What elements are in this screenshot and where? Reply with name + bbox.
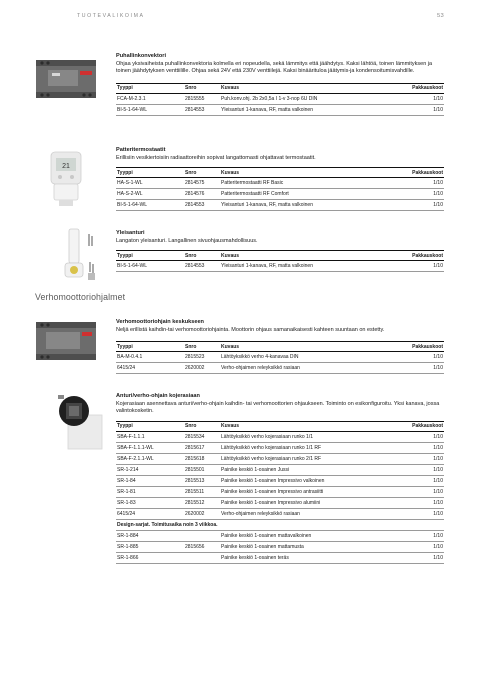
table-row [116,508,444,519]
cell-description: Painike keskiö 1-osainen mattavalkoinen [220,530,391,541]
col-header-type: Tyyppi [116,251,184,261]
cell-type: SR-1-884 [116,530,184,541]
cell-type: SBA-F-2.1.1-WL [116,453,184,464]
cell-packaging: 1/10 [391,486,444,497]
table-row [116,431,444,442]
table-row [116,442,444,453]
cell-description: Lähtöyksikkö verho kojerasiaan runko 2/1 RF [220,453,391,464]
table-row [116,530,444,541]
cell-snro: 2814575 [184,178,220,189]
cell-snro: 2815513 [184,475,220,486]
cell-snro: 2814553 [184,200,220,211]
svg-text:21: 21 [62,163,70,170]
col-header-type: Tyyppi [116,342,184,352]
cell-snro: 2815523 [184,352,220,363]
col-header-description: Kuvaus [220,168,386,178]
cell-type: BI-5-1-64-WL [116,200,184,211]
cell-snro [184,530,220,541]
product-description: Kojerasiaan asennettava anturi/verho-ohjain kaihdin- tai verhomoottorien ohjaukseen. Toiminto on esikonfiguroitu. Yksi kanava, jossa valintokosketin. [116,400,440,415]
cell-description: Yleisanturi 1-kanava, RF, matta valkoinen [220,104,388,115]
cell-packaging: 1/10 [386,189,444,200]
product-fan-coil [116,53,444,116]
cell-snro: 2815656 [184,541,220,552]
cell-type: HA-S-1-WL [116,178,184,189]
cell-type: SR-1-214 [116,464,184,475]
cell-packaging: 1/10 [391,508,444,519]
col-header-description: Kuvaus [220,421,391,431]
col-header-packaging: Pakkauskoot [386,168,444,178]
cell-packaging: 1/10 [391,475,444,486]
cell-packaging: 1/10 [386,261,444,272]
cell-packaging: 1/10 [391,431,444,442]
universal-sensor-image [60,228,104,289]
cell-packaging: 1/10 [388,104,444,115]
cell-description: Puh.konv.ohj. 2b 2x0,5a I 1-v 3-nop 6U DIN [220,93,388,104]
product-description: Langaton yleisanturi. Langallinen sivuohjausmahdollisuus. [116,237,258,244]
table-row [116,475,444,486]
product-title: Yleisanturi [116,230,145,236]
cell-snro: 2620002 [184,508,220,519]
cell-description: Lähtöyksikkö verho 4-kanavaa DIN [220,352,379,363]
product-title: Verhomoottoriohjain keskukseen [116,319,204,325]
cell-type: BI-5-1-64-WL [116,261,184,272]
product-table [116,167,444,211]
cell-packaging: 1/10 [391,552,444,563]
cell-type: SR-1-81 [116,486,184,497]
product-table [116,250,444,272]
cell-snro: 2815501 [184,464,220,475]
table-row [116,541,444,552]
product-title: Anturi/verho-ohjain kojerasiaan [116,393,200,399]
table-row [116,453,444,464]
cell-packaging: 1/10 [391,453,444,464]
cell-type: SR-1-84 [116,475,184,486]
cell-description: Yleisanturi 1-kanava, RF, matta valkoinen [220,200,386,211]
product-table [116,83,444,116]
cell-packaging: 1/10 [386,200,444,211]
product-description: Erillisiin vesikiertoisiin radiaattoreihin sopivat langattomasti ohjattavat termostaatit. [116,154,316,161]
cell-type: BI-5-1-64-WL [116,104,184,115]
cell-snro: 2815534 [184,431,220,442]
cell-snro: 2814553 [184,104,220,115]
cell-packaging: 1/10 [391,464,444,475]
col-header-packaging: Pakkauskoot [391,421,444,431]
fan-coil-controller-image [34,56,100,107]
cell-packaging: 1/10 [379,352,444,363]
cell-packaging: 1/10 [379,363,444,374]
product-blind-actuator [116,319,444,374]
section-label: TUOTEVALIKOIMA [77,13,145,19]
flush-blind-control-image [54,391,104,460]
col-header-packaging: Pakkauskoot [388,83,444,93]
cell-description: Verho-ohjaimen releyksikkö rasiaan [220,508,391,519]
product-description: Neljä erillistä kaihdin-tai verhomoottoriohjaintа. Moottorin ohjaus samanaikaisesti kahteen suuntaan on estetty. [116,326,385,333]
cell-snro: 2815512 [184,497,220,508]
col-header-type: Tyyppi [116,83,184,93]
product-table [116,421,444,564]
cell-description: Painike keskiö 1-osainen Impressivo alumiini [220,497,391,508]
cell-packaging: 1/10 [388,93,444,104]
cell-type: SBA-F-1.1.1 [116,431,184,442]
cell-description: Painike keskiö 1-osainen Jussi [220,464,391,475]
table-row [116,552,444,563]
cell-type: SR-1-866 [116,552,184,563]
cell-type: HA-S-2-WL [116,189,184,200]
table-row [116,486,444,497]
cell-packaging: 1/10 [391,530,444,541]
product-title: Puhallinkonvektori [116,53,167,59]
cell-type: 6415/24 [116,508,184,519]
cell-description: Painike keskiö 1-osainen Impressivo antrasiitti [220,486,391,497]
table-row [116,464,444,475]
col-header-snro: Snro [184,421,220,431]
col-header-type: Tyyppi [116,168,184,178]
cell-snro: 2815618 [184,453,220,464]
col-header-description: Kuvaus [220,83,388,93]
cell-type: SR-1-83 [116,497,184,508]
cell-description: Lähtöyksikkö verho kojerasiaan runko 1/1 [220,431,391,442]
cell-snro: 2815555 [184,93,220,104]
blind-actuator-image [34,318,100,369]
table-row [116,178,444,189]
product-description: Ohjaa yksivaiheista puhallinkonvektoria kolmella eri nopeudella, sekä lämmitys että jäähdytys. Kaksi lähtöä, toinen lämmityksen ja toinen jäähdytyksen venttiilille. Ohjaa sekä 24V että 230V venttiilejä. Kaksi binääritulоa jäätymis-ja kondensoitumisvahdille. [116,60,433,75]
cell-snro: 2814576 [184,189,220,200]
cell-packaging: 1/10 [391,541,444,552]
col-header-snro: Snro [184,83,220,93]
cell-description: Patteritermostaatti RF Basic [220,178,386,189]
table-row [116,189,444,200]
cell-snro: 2815617 [184,442,220,453]
cell-description: Yleisanturi 1-kanava, RF, matta valkoinen [220,261,386,272]
cell-description: Painike keskiö 1-osainen mattamusta [220,541,391,552]
cell-type: BA-M-0.4.1 [116,352,184,363]
col-header-snro: Snro [184,168,220,178]
product-table [116,341,444,374]
cell-snro [184,552,220,563]
table-group-row [116,519,444,530]
table-row [116,261,444,272]
table-row [116,363,444,374]
cell-packaging: 1/10 [391,442,444,453]
cell-snro: 2620002 [184,363,220,374]
cell-snro: 2815511 [184,486,220,497]
cell-description: Verho-ohjaimen releyksikkö rasiaan [220,363,379,374]
group-label: Design-sarjat. Toimitusaika noin 3 viikkoa. [116,519,444,530]
cell-type: 6415/24 [116,363,184,374]
product-radiator-thermostats [116,147,444,211]
cell-packaging: 1/10 [391,497,444,508]
cell-type: SR-1-885 [116,541,184,552]
col-header-type: Tyyppi [116,421,184,431]
table-row [116,497,444,508]
cell-description: Painike keskiö 1-osainen teräs [220,552,391,563]
product-flush-blind-control [116,393,444,564]
radiator-thermostat-image [42,150,90,213]
col-header-packaging: Pakkauskoot [379,342,444,352]
page-number: 53 [436,13,444,19]
cell-type: SBA-F-1.1.1-WL [116,442,184,453]
table-row [116,352,444,363]
section-heading: Verhomoottoriohjalmet [35,292,126,302]
col-header-snro: Snro [184,342,220,352]
cell-packaging: 1/10 [386,178,444,189]
col-header-snro: Snro [184,251,220,261]
table-row [116,93,444,104]
cell-description: Lähtöyksikkö verho kojerasiaan runko 1/1 RF [220,442,391,453]
product-title: Patteritermostaatit [116,147,166,153]
col-header-description: Kuvaus [220,342,379,352]
table-row [116,200,444,211]
cell-description: Painike keskiö 1-osainen Impressivo valkoinen [220,475,391,486]
col-header-packaging: Pakkauskoot [386,251,444,261]
col-header-description: Kuvaus [220,251,386,261]
cell-type: FCA-M-2.3.1 [116,93,184,104]
cell-snro: 2814553 [184,261,220,272]
product-universal-sensor [116,230,444,272]
table-row [116,104,444,115]
cell-description: Patteritermostaatti RF Comfort [220,189,386,200]
